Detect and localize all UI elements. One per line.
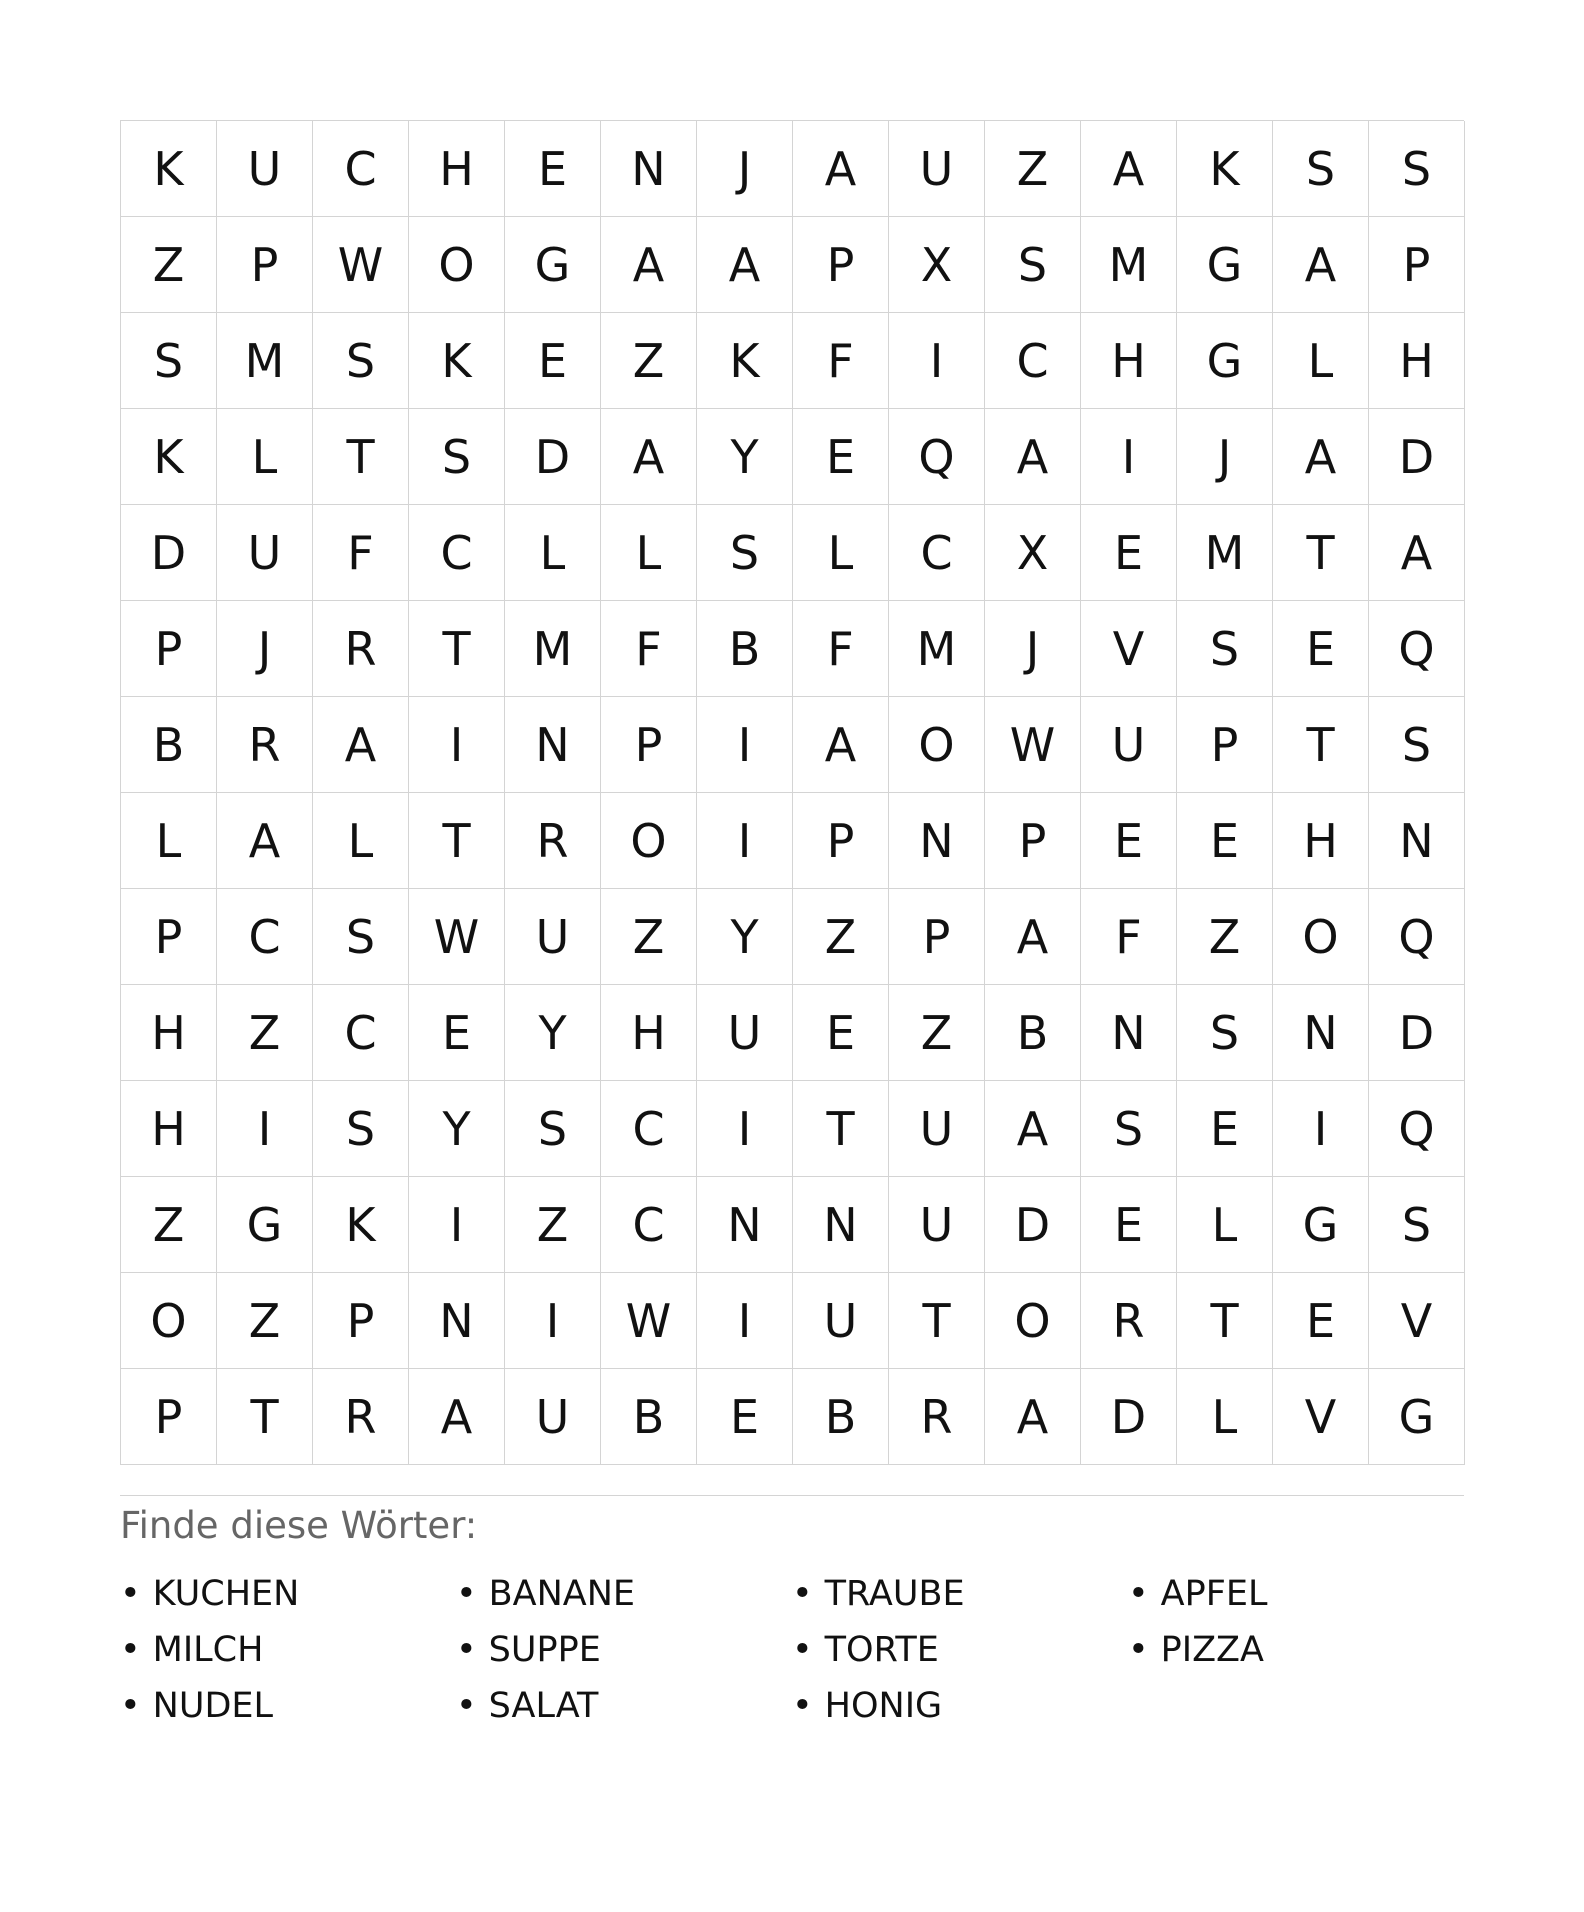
word-list-item	[120, 1622, 456, 1678]
grid-cell[interactable]: S	[313, 1081, 409, 1177]
grid-cell[interactable]: N	[697, 1177, 793, 1273]
word-label: HONIG	[824, 1686, 943, 1726]
grid-cell[interactable]: T	[1273, 505, 1369, 601]
word-list	[120, 1566, 1464, 1734]
grid-cell[interactable]: C	[601, 1081, 697, 1177]
divider	[120, 1495, 1464, 1496]
grid-cell[interactable]: O	[409, 217, 505, 313]
grid-cell[interactable]: G	[1177, 313, 1273, 409]
grid-cell[interactable]: N	[1081, 985, 1177, 1081]
grid-cell[interactable]: Y	[505, 985, 601, 1081]
word-label: PIZZA	[1160, 1630, 1264, 1670]
word-label: TRAUBE	[824, 1574, 965, 1614]
grid-cell[interactable]: B	[793, 1369, 889, 1465]
word-label: BANANE	[488, 1574, 636, 1614]
grid-cell[interactable]: H	[601, 985, 697, 1081]
grid-cell[interactable]: E	[1081, 505, 1177, 601]
grid-cell[interactable]: F	[601, 601, 697, 697]
grid-cell[interactable]: C	[601, 1177, 697, 1273]
grid-cell[interactable]: U	[217, 505, 313, 601]
grid-cell[interactable]: T	[793, 1081, 889, 1177]
grid-cell[interactable]: A	[217, 793, 313, 889]
grid-cell[interactable]: D	[1081, 1369, 1177, 1465]
grid-cell[interactable]: P	[889, 889, 985, 985]
grid-cell[interactable]: L	[121, 793, 217, 889]
grid-cell[interactable]: F	[313, 505, 409, 601]
grid-cell[interactable]: I	[697, 1273, 793, 1369]
grid-cell[interactable]: A	[793, 121, 889, 217]
grid-cell[interactable]: K	[1177, 121, 1273, 217]
grid-cell[interactable]: H	[1081, 313, 1177, 409]
grid-cell[interactable]: W	[985, 697, 1081, 793]
bullet-icon: •	[1128, 1630, 1149, 1670]
grid-cell[interactable]: Z	[793, 889, 889, 985]
grid-cell[interactable]: G	[1369, 1369, 1465, 1465]
grid-cell[interactable]: Z	[601, 313, 697, 409]
grid-cell[interactable]: A	[985, 409, 1081, 505]
grid-cell[interactable]: O	[121, 1273, 217, 1369]
grid-cell[interactable]: X	[985, 505, 1081, 601]
grid-cell[interactable]: E	[505, 313, 601, 409]
grid-cell[interactable]: L	[601, 505, 697, 601]
grid-cell[interactable]: I	[1273, 1081, 1369, 1177]
grid-cell[interactable]: U	[793, 1273, 889, 1369]
grid-cell[interactable]: H	[1369, 313, 1465, 409]
grid-cell[interactable]: T	[1273, 697, 1369, 793]
grid-cell[interactable]: S	[1273, 121, 1369, 217]
grid-cell[interactable]: E	[1177, 793, 1273, 889]
grid-cell[interactable]: H	[409, 121, 505, 217]
grid-cell[interactable]: U	[505, 1369, 601, 1465]
grid-cell[interactable]: M	[1081, 217, 1177, 313]
grid-cell[interactable]: C	[985, 313, 1081, 409]
grid-cell[interactable]: Z	[601, 889, 697, 985]
grid-cell[interactable]: D	[985, 1177, 1081, 1273]
grid-cell[interactable]: J	[217, 601, 313, 697]
word-label: MILCH	[152, 1630, 264, 1670]
grid-cell[interactable]: D	[1369, 409, 1465, 505]
grid-cell[interactable]: G	[1177, 217, 1273, 313]
grid-cell[interactable]: A	[601, 217, 697, 313]
grid-cell[interactable]: T	[889, 1273, 985, 1369]
grid-cell[interactable]: Z	[121, 217, 217, 313]
grid-cell[interactable]: E	[409, 985, 505, 1081]
grid-cell[interactable]: I	[505, 1273, 601, 1369]
word-list-item	[120, 1566, 456, 1622]
word-label: TORTE	[824, 1630, 939, 1670]
word-list-item	[456, 1678, 792, 1734]
grid-cell[interactable]: S	[121, 313, 217, 409]
grid-cell[interactable]: A	[1273, 409, 1369, 505]
grid-cell[interactable]: P	[121, 1369, 217, 1465]
grid-cell[interactable]: S	[313, 889, 409, 985]
grid-cell[interactable]: U	[1081, 697, 1177, 793]
grid-cell[interactable]: S	[505, 1081, 601, 1177]
grid-cell[interactable]: A	[313, 697, 409, 793]
grid-cell[interactable]: E	[505, 121, 601, 217]
grid-cell[interactable]: E	[1273, 1273, 1369, 1369]
grid-cell[interactable]: S	[313, 313, 409, 409]
word-list-item	[792, 1566, 1128, 1622]
word-list-heading: Finde diese Wörter:	[120, 1504, 478, 1547]
grid-cell[interactable]: D	[121, 505, 217, 601]
grid-cell[interactable]: A	[1081, 121, 1177, 217]
grid-cell[interactable]: S	[409, 409, 505, 505]
grid-cell[interactable]: F	[793, 601, 889, 697]
grid-cell[interactable]: P	[601, 697, 697, 793]
grid-cell[interactable]: Q	[1369, 601, 1465, 697]
word-list-item	[456, 1622, 792, 1678]
grid-cell[interactable]: L	[313, 793, 409, 889]
grid-cell[interactable]: U	[889, 1177, 985, 1273]
grid-cell[interactable]: R	[505, 793, 601, 889]
grid-cell[interactable]: M	[505, 601, 601, 697]
grid-cell[interactable]: R	[889, 1369, 985, 1465]
grid-cell[interactable]: P	[793, 217, 889, 313]
grid-cell[interactable]: T	[217, 1369, 313, 1465]
grid-cell[interactable]: U	[217, 121, 313, 217]
grid-cell[interactable]: K	[313, 1177, 409, 1273]
grid-cell[interactable]: A	[793, 697, 889, 793]
grid-cell[interactable]: Z	[505, 1177, 601, 1273]
grid-cell[interactable]: A	[985, 1081, 1081, 1177]
grid-cell[interactable]: W	[601, 1273, 697, 1369]
grid-cell[interactable]: G	[505, 217, 601, 313]
grid-cell[interactable]: Z	[889, 985, 985, 1081]
grid-cell[interactable]: P	[121, 889, 217, 985]
grid-cell[interactable]: D	[1369, 985, 1465, 1081]
grid-cell[interactable]: A	[601, 409, 697, 505]
word-list-item	[792, 1678, 1128, 1734]
grid-cell[interactable]: H	[121, 985, 217, 1081]
grid-cell[interactable]: K	[121, 121, 217, 217]
grid-cell[interactable]: A	[409, 1369, 505, 1465]
grid-cell[interactable]: O	[985, 1273, 1081, 1369]
grid-cell[interactable]: N	[889, 793, 985, 889]
grid-cell[interactable]: D	[505, 409, 601, 505]
grid-cell[interactable]: Q	[1369, 1081, 1465, 1177]
grid-cell[interactable]: E	[697, 1369, 793, 1465]
grid-cell[interactable]: F	[1081, 889, 1177, 985]
grid-cell[interactable]: S	[1081, 1081, 1177, 1177]
grid-cell[interactable]: S	[985, 217, 1081, 313]
grid-cell[interactable]: T	[1177, 1273, 1273, 1369]
grid-cell[interactable]: P	[1177, 697, 1273, 793]
bullet-icon: •	[456, 1686, 477, 1726]
grid-cell[interactable]: H	[121, 1081, 217, 1177]
grid-cell[interactable]: A	[1369, 505, 1465, 601]
grid-cell[interactable]: N	[1369, 793, 1465, 889]
grid-cell[interactable]: V	[1369, 1273, 1465, 1369]
grid-cell[interactable]: F	[793, 313, 889, 409]
grid-cell[interactable]: L	[1177, 1177, 1273, 1273]
grid-cell[interactable]: I	[697, 1081, 793, 1177]
grid-cell[interactable]: V	[1081, 601, 1177, 697]
grid-cell[interactable]: N	[409, 1273, 505, 1369]
grid-cell[interactable]: U	[889, 1081, 985, 1177]
bullet-icon: •	[120, 1686, 141, 1726]
bullet-icon: •	[120, 1574, 141, 1614]
grid-cell[interactable]: Z	[121, 1177, 217, 1273]
grid-cell[interactable]: Y	[697, 409, 793, 505]
grid-cell[interactable]: B	[601, 1369, 697, 1465]
grid-cell[interactable]: L	[1177, 1369, 1273, 1465]
grid-cell[interactable]: B	[697, 601, 793, 697]
grid-cell[interactable]: I	[889, 313, 985, 409]
word-list-item	[1128, 1622, 1464, 1678]
grid-cell[interactable]: W	[409, 889, 505, 985]
grid-cell[interactable]: A	[985, 1369, 1081, 1465]
grid-cell[interactable]: C	[889, 505, 985, 601]
grid-cell[interactable]: E	[1081, 793, 1177, 889]
grid-cell[interactable]: K	[697, 313, 793, 409]
grid-cell[interactable]: N	[1273, 985, 1369, 1081]
word-label: APFEL	[1160, 1574, 1268, 1614]
word-search-puzzle	[120, 120, 1464, 1734]
grid-cell[interactable]: X	[889, 217, 985, 313]
grid-cell[interactable]: A	[1273, 217, 1369, 313]
grid-cell[interactable]: O	[1273, 889, 1369, 985]
grid-cell[interactable]: Z	[1177, 889, 1273, 985]
grid-cell[interactable]: R	[313, 1369, 409, 1465]
grid-cell[interactable]: S	[697, 505, 793, 601]
grid-cell[interactable]: U	[889, 121, 985, 217]
grid-cell[interactable]: S	[1369, 697, 1465, 793]
grid-cell[interactable]: T	[409, 793, 505, 889]
letter-grid	[120, 120, 1464, 1465]
grid-cell[interactable]: Z	[217, 1273, 313, 1369]
word-list-item	[792, 1622, 1128, 1678]
grid-cell[interactable]: P	[217, 217, 313, 313]
grid-cell[interactable]: A	[985, 889, 1081, 985]
grid-cell[interactable]: Z	[985, 121, 1081, 217]
grid-cell[interactable]: N	[601, 121, 697, 217]
bullet-icon: •	[792, 1686, 813, 1726]
grid-cell[interactable]: E	[1273, 601, 1369, 697]
grid-cell[interactable]: B	[121, 697, 217, 793]
grid-cell[interactable]: P	[985, 793, 1081, 889]
word-label: NUDEL	[152, 1686, 274, 1726]
word-list-item	[1128, 1566, 1464, 1622]
grid-cell[interactable]: R	[1081, 1273, 1177, 1369]
grid-cell[interactable]: P	[793, 793, 889, 889]
grid-cell[interactable]: G	[217, 1177, 313, 1273]
grid-cell[interactable]: C	[313, 985, 409, 1081]
grid-cell[interactable]: I	[697, 697, 793, 793]
grid-cell[interactable]: E	[793, 985, 889, 1081]
grid-cell[interactable]: R	[217, 697, 313, 793]
word-list-item	[120, 1678, 456, 1734]
grid-cell[interactable]: I	[697, 793, 793, 889]
grid-cell[interactable]: C	[409, 505, 505, 601]
grid-cell[interactable]: U	[697, 985, 793, 1081]
bullet-icon: •	[120, 1630, 141, 1670]
grid-cell[interactable]: J	[697, 121, 793, 217]
bullet-icon: •	[1128, 1574, 1149, 1614]
grid-cell[interactable]: I	[409, 1177, 505, 1273]
grid-cell[interactable]: T	[313, 409, 409, 505]
grid-cell[interactable]: C	[313, 121, 409, 217]
grid-cell[interactable]: U	[505, 889, 601, 985]
grid-cell[interactable]: E	[1177, 1081, 1273, 1177]
grid-cell[interactable]: E	[793, 409, 889, 505]
grid-cell[interactable]: M	[217, 313, 313, 409]
bullet-icon: •	[456, 1574, 477, 1614]
grid-cell[interactable]: P	[1369, 217, 1465, 313]
grid-cell[interactable]: R	[313, 601, 409, 697]
grid-cell[interactable]: J	[1177, 409, 1273, 505]
grid-cell[interactable]: N	[793, 1177, 889, 1273]
grid-cell[interactable]: T	[409, 601, 505, 697]
grid-cell[interactable]: K	[409, 313, 505, 409]
grid-cell[interactable]: Y	[697, 889, 793, 985]
grid-cell[interactable]: Z	[217, 985, 313, 1081]
word-label: SUPPE	[488, 1630, 601, 1670]
grid-cell[interactable]: M	[1177, 505, 1273, 601]
grid-cell[interactable]: C	[217, 889, 313, 985]
word-label: SALAT	[488, 1686, 599, 1726]
grid-cell[interactable]: A	[697, 217, 793, 313]
word-label: KUCHEN	[152, 1574, 300, 1614]
grid-cell[interactable]: Q	[889, 409, 985, 505]
grid-cell[interactable]: Y	[409, 1081, 505, 1177]
grid-cell[interactable]: O	[601, 793, 697, 889]
bullet-icon: •	[792, 1630, 813, 1670]
grid-cell[interactable]: L	[505, 505, 601, 601]
grid-cell[interactable]: I	[409, 697, 505, 793]
grid-cell[interactable]: I	[1081, 409, 1177, 505]
grid-cell[interactable]: B	[985, 985, 1081, 1081]
grid-cell[interactable]: L	[217, 409, 313, 505]
grid-cell[interactable]: L	[1273, 313, 1369, 409]
grid-cell[interactable]: O	[889, 697, 985, 793]
grid-cell[interactable]: N	[505, 697, 601, 793]
grid-cell[interactable]: S	[1369, 121, 1465, 217]
grid-cell[interactable]: S	[1369, 1177, 1465, 1273]
grid-cell[interactable]: G	[1273, 1177, 1369, 1273]
grid-cell[interactable]: Q	[1369, 889, 1465, 985]
grid-cell[interactable]: P	[313, 1273, 409, 1369]
grid-cell[interactable]: H	[1273, 793, 1369, 889]
grid-cell[interactable]: E	[1081, 1177, 1177, 1273]
grid-cell[interactable]: J	[985, 601, 1081, 697]
grid-cell[interactable]: I	[217, 1081, 313, 1177]
grid-cell[interactable]: L	[793, 505, 889, 601]
grid-cell[interactable]: K	[121, 409, 217, 505]
grid-cell[interactable]: W	[313, 217, 409, 313]
grid-cell[interactable]: M	[889, 601, 985, 697]
grid-cell[interactable]: S	[1177, 601, 1273, 697]
grid-cell[interactable]: S	[1177, 985, 1273, 1081]
bullet-icon: •	[456, 1630, 477, 1670]
grid-cell[interactable]: V	[1273, 1369, 1369, 1465]
word-list-item	[456, 1566, 792, 1622]
grid-cell[interactable]: P	[121, 601, 217, 697]
bullet-icon: •	[792, 1574, 813, 1614]
